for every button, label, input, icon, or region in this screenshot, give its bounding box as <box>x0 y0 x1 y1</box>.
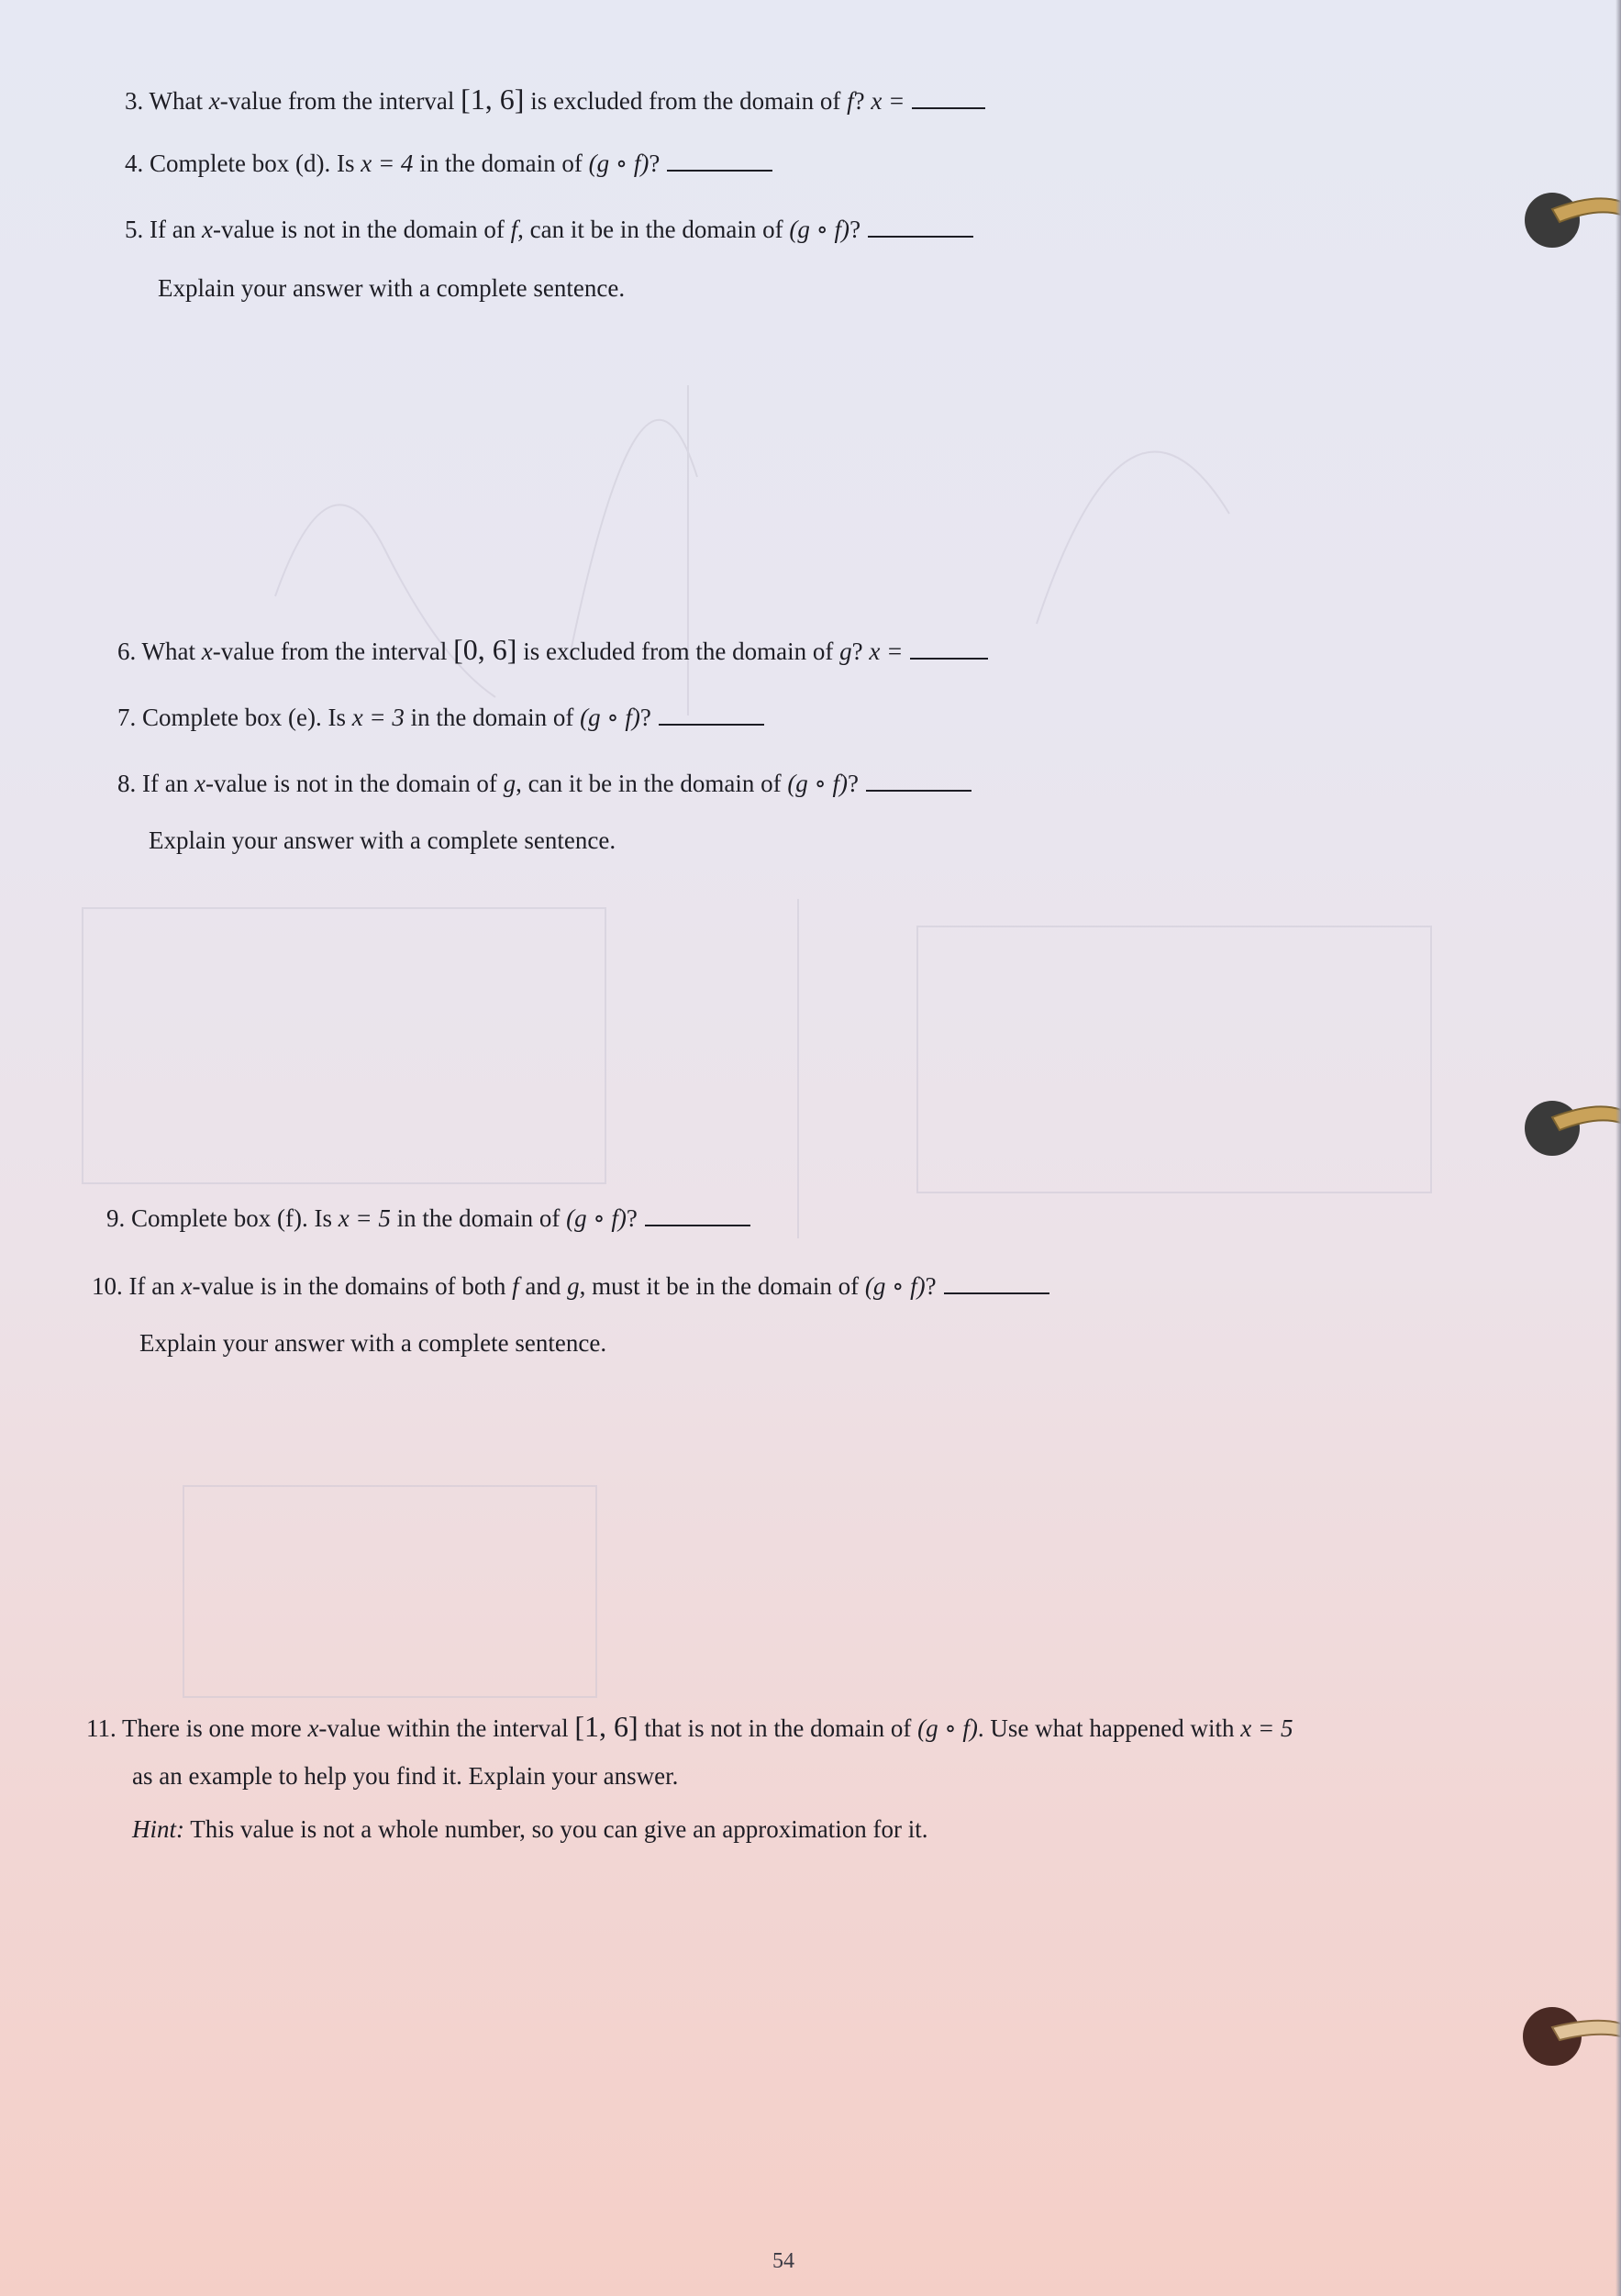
question-11-line2: as an example to help you find it. Explain your answer. <box>132 1762 679 1790</box>
answer-blank-q7[interactable] <box>659 704 764 726</box>
question-6: 6. What x-value from the interval [0, 6] is excluded from the domain of g? x = <box>117 633 988 668</box>
question-7: 7. Complete box (e). Is x = 3 in the domain of (g ∘ f)? <box>117 701 764 734</box>
explain-prompt-q5: Explain your answer with a complete sentence. <box>158 274 626 302</box>
question-9: 9. Complete box (f). Is x = 5 in the domain of (g ∘ f)? <box>106 1202 750 1235</box>
hint-text: This value is not a whole number, so you can give an approximation for it. <box>184 1815 928 1843</box>
explain-prompt-q8: Explain your answer with a complete sentence. <box>149 826 616 854</box>
question-3: 3. What x-value from the interval [1, 6] is excluded from the domain of f? x = <box>125 83 985 117</box>
answer-blank-q9[interactable] <box>645 1204 750 1226</box>
page-number: 54 <box>772 2249 794 2273</box>
question-11: 11. There is one more x-value within the interval [1, 6] that is not in the domain of (g ∘ f). Use what happened with x = 5 <box>86 1710 1293 1743</box>
page-edge-shadow <box>1615 0 1621 2296</box>
binder-ring-icon <box>1504 174 1621 266</box>
question-4: 4. Complete box (d). Is x = 4 in the domain of (g ∘ f)? <box>125 147 772 180</box>
answer-blank-q4[interactable] <box>667 150 772 172</box>
answer-blank-q10[interactable] <box>944 1272 1049 1294</box>
question-5: 5. If an x-value is not in the domain of f, can it be in the domain of (g ∘ f)? <box>125 213 973 246</box>
answer-blank-q8[interactable] <box>866 770 971 792</box>
hint-label: Hint: <box>132 1815 184 1843</box>
question-10: 10. If an x-value is in the domains of both f and g, must it be in the domain of (g ∘ f)? <box>92 1270 1049 1303</box>
answer-blank-q6[interactable] <box>910 638 988 660</box>
question-8: 8. If an x-value is not in the domain of g, can it be in the domain of (g ∘ f)? <box>117 767 971 800</box>
binder-ring-icon <box>1504 1082 1621 1174</box>
explain-prompt-q10: Explain your answer with a complete sentence. <box>139 1329 607 1357</box>
binder-ring-icon <box>1504 1991 1621 2082</box>
answer-blank-q3[interactable] <box>912 87 985 109</box>
question-11-hint <box>132 1813 928 1846</box>
answer-blank-q5[interactable] <box>868 216 973 238</box>
